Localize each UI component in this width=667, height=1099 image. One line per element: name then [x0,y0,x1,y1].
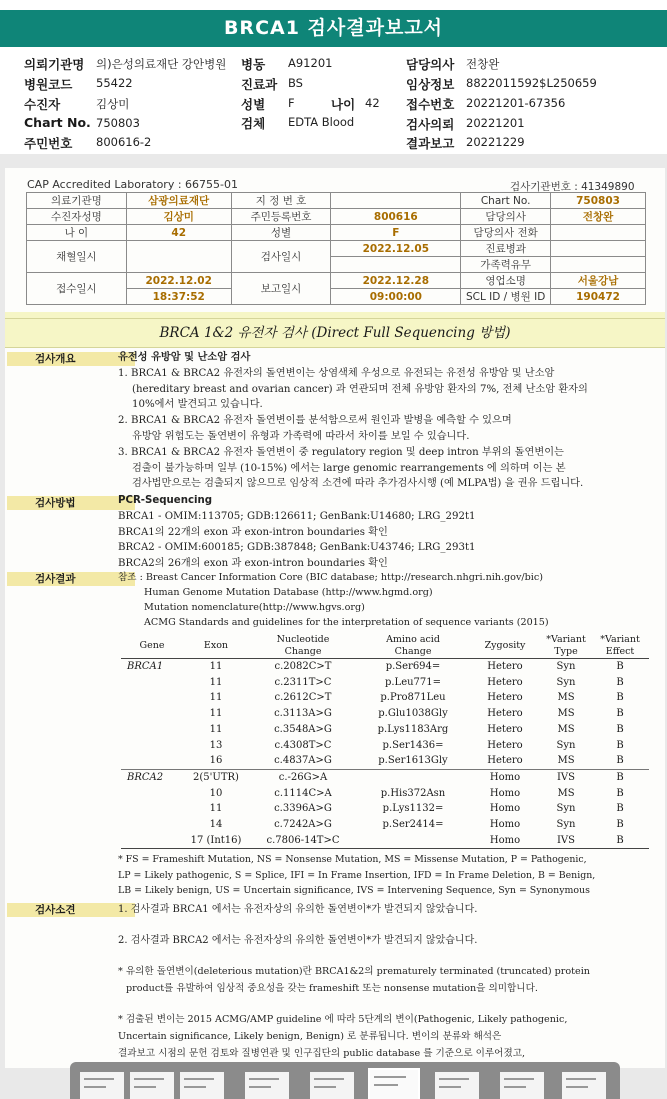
sex-label: 성별 [241,97,266,112]
receipt-no-label: 접수번호 [406,97,455,112]
meta-value: 2022.12.05 [331,241,461,257]
col-veffect-l2: Effect [605,646,635,657]
overview-label: 검사개요 [7,352,135,366]
overview-heading: 유전성 유방암 및 난소암 검사 [118,352,251,363]
nucleotide-cell: c.2082C>T [274,661,332,672]
meta-value: F [331,225,461,241]
variant-effect-cell: B [591,833,649,849]
variant-effect-cell: B [616,692,624,704]
meta-value: 750803 [551,193,646,209]
method-line: BRCA1의 22개의 exon 과 exon-intron boundaries 확인 [118,526,388,538]
overview-line: 검사법만으로는 검출되지 않으므로 임상적 소견에 따라 추가검사시행 (예 MLPA법) 을 권유 드립니다. [132,478,584,490]
meta-key: 수진자성명 [27,209,127,225]
opinion-line: 2. 검사결과 BRCA2 에서는 유전자상의 유의한 돌연변이*가 발견되지 않았습니다. [118,935,478,946]
id-value: 800616-2 [96,135,152,149]
exon-cell: 10 [209,787,223,799]
meta-value [551,241,646,257]
variant-row [121,801,649,817]
meta-value: 42 [126,225,231,241]
receipt-no-value: 20221201-67356 [466,96,566,110]
variant-type-cell: MS [557,787,575,799]
meta-value: 800616 [331,209,461,225]
variant-effect-cell: B [616,755,624,767]
variant-row [121,722,649,738]
zygosity-cell: Homo [489,803,521,815]
ward-value: A91201 [288,56,333,70]
exon-cell: 11 [209,803,223,815]
variant-row [121,769,649,785]
variant-row [121,738,649,754]
variant-row [121,690,649,706]
zygosity-cell: Homo [469,833,541,849]
meta-key: Chart No. [461,193,551,209]
amino-acid-cell [357,833,469,849]
nucleotide-cell: c.7242A>G [274,819,332,831]
meta-value: 서울강남 [551,273,646,289]
page-thumbnail[interactable] [180,1072,224,1099]
id-label: 주민번호 [24,136,73,151]
col-variant-effect [591,634,649,659]
meta-row [27,209,646,225]
col-amino-l2: Change [394,646,432,657]
zygosity-cell: Homo [489,819,521,831]
meta-key: 나 이 [27,225,127,241]
variant-type-cell: Syn [556,661,576,672]
header [0,0,667,50]
clinical-label: 임상정보 [406,77,455,92]
variant-type-cell: Syn [556,739,576,751]
overview-line: 1. BRCA1 & BRCA2 유전자의 돌연변이는 상염색체 우성으로 유전되는 유전성 유방암 및 난소암 [118,367,555,379]
exon-cell: 11 [209,708,223,720]
variant-effect-cell: B [616,661,624,672]
exon-cell: 2(5'UTR) [183,769,249,785]
col-amino-l1: Amino acid [386,634,440,645]
nucleotide-cell: c.3548A>G [274,723,332,735]
variant-type-cell: Syn [556,803,576,815]
meta-key: 가족력유무 [461,257,551,273]
method-line: BRCA2 - OMIM:600185; GDB:387848; GenBank:U43746; LRG_293t1 [118,542,476,554]
col-vtype-l2: Type [554,646,578,657]
doctor-label: 담당의사 [406,57,455,72]
page-thumbnail[interactable] [500,1072,544,1099]
clinical-value: 8822011592$L250659 [466,76,597,90]
overview-line: 유방암 위험도는 돌연변이 유형과 가족력에 따라서 차이를 보일 수 있습니다. [132,430,470,442]
exon-cell: 14 [209,819,223,831]
report-date-value: 20221229 [466,135,525,149]
zygosity-cell: Hetero [487,723,523,735]
hosp-code-value: 55422 [96,76,133,90]
gene-cell [121,817,183,833]
report-title: BRCA1 검사결과보고서 [0,10,667,47]
nucleotide-cell: c.7806-14T>C [249,833,357,849]
exon-cell: 11 [209,661,223,672]
zygosity-cell: Hetero [487,755,523,767]
opinion-text [118,901,590,1062]
variant-row [121,833,649,849]
meta-value [331,193,461,209]
nucleotide-cell: c.4837A>G [274,755,332,767]
meta-key: 영업소명 [461,273,551,289]
zygosity-cell: Hetero [487,708,523,720]
variant-type-cell: MS [557,692,575,704]
variant-legend [118,852,595,899]
variant-effect-cell: B [616,723,624,735]
lab-registration-number: 검사기관번호 : 41349890 [510,181,635,193]
variant-row [121,706,649,722]
cap-accreditation: CAP Accredited Laboratory : 66755-01 [27,178,238,191]
amino-acid-cell [357,769,469,785]
dept-value: BS [288,76,303,90]
meta-table [26,192,646,305]
nucleotide-cell: c.1114C>A [274,787,332,799]
page-thumbnail[interactable] [80,1072,124,1099]
meta-key: SCL ID / 병원 ID [461,289,551,305]
col-exon: Exon [183,634,249,659]
nucleotide-cell: c.4308T>C [274,739,332,751]
result-label: 검사결과 [7,572,135,586]
variant-effect-cell: B [616,708,624,720]
gene-cell [121,833,183,849]
variant-type-cell: Syn [556,819,576,831]
meta-key: 지 정 번 호 [231,193,331,209]
col-vtype-l1: *Variant [546,634,586,645]
col-variant-type [541,634,591,659]
divider [0,154,667,168]
patient-label: 수진자 [24,97,61,112]
amino-acid-cell: p.Glu1038Gly [378,708,448,720]
opinion-line: 1. 검사결과 BRCA1 에서는 유전자상의 유의한 돌연변이*가 발견되지 않았습니다. [118,904,478,915]
specimen-label: 검체 [241,116,266,131]
meta-row [27,241,646,257]
dept-label: 진료과 [241,77,278,92]
gene-cell: BRCA2 [121,769,183,785]
gene-cell [121,738,183,754]
exon-cell: 16 [209,755,223,767]
method-line: BRCA2의 26개의 exon 과 exon-intron boundaries 확인 [118,558,388,570]
gene-cell [121,706,183,722]
variant-row [121,786,649,802]
section-title: BRCA 1&2 유전자 검사 (Direct Full Sequencing 방법) [5,318,665,348]
zygosity-cell: Homo [489,787,521,799]
amino-acid-cell: p.Lys1132= [382,803,444,815]
nucleotide-cell: c.-26G>A [249,769,357,785]
variant-row [121,675,649,691]
variant-type-cell: IVS [541,769,591,785]
doctor-value: 전창완 [466,57,500,71]
overview-line: 3. BRCA1 & BRCA2 유전자 돌연변이 중 regulatory region 및 deep intron 부위의 돌연변이는 [118,446,564,458]
page-thumbnail-selected[interactable] [368,1068,420,1099]
gene-cell [121,722,183,738]
overview-line: 검출이 불가능하며 일부 (10-15%) 에서는 large genomic rearrangements 에 의하며 이는 본 [132,462,566,474]
page-thumbnail[interactable] [435,1072,479,1099]
meta-row [27,225,646,241]
variant-type-cell: Syn [556,676,576,688]
col-nucleotide [249,634,357,659]
exon-cell: 13 [209,739,223,751]
amino-acid-cell: p.Ser2414= [382,819,444,831]
ward-label: 병동 [241,57,266,72]
meta-value [551,257,646,273]
nucleotide-cell: c.2612C>T [274,692,332,704]
gene-cell: BRCA1 [127,661,164,672]
reference-line: 참조 : Breast Cancer Information Core (BIC database; http://research.nhgri.nih.gov/bic) [118,572,543,583]
meta-value [551,225,646,241]
zygosity-cell: Hetero [487,739,523,751]
amino-acid-cell: p.His372Asn [380,787,446,799]
exon-cell: 11 [209,723,223,735]
variant-row [121,659,649,675]
meta-key: 검사일시 [231,241,331,273]
nucleotide-cell: c.3113A>G [274,708,332,720]
gene-cell [121,753,183,769]
patient-info-panel [0,50,667,154]
meta-value: 김상미 [126,209,231,225]
col-nucleotide-l1: Nucleotide [276,634,330,645]
reference-line: ACMG Standards and guidelines for the interpretation of sequence variants (2015) [144,617,549,628]
amino-acid-cell: p.Lys1183Arg [377,723,449,735]
nucleotide-cell: c.2311T>C [274,676,332,688]
hospital-label: 의뢰기관명 [24,57,85,72]
reference-line: Mutation nomenclature(http://www.hgvs.org) [144,602,365,613]
variant-body [121,659,649,849]
method-line: BRCA1 - OMIM:113705; GDB:126611; GenBank:U14680; LRG_292t1 [118,510,476,522]
variant-type-cell: IVS [541,833,591,849]
exon-cell: 17 (Int16) [183,833,249,849]
reference-line: Human Genome Mutation Database (http://www.hgmd.org) [144,587,433,598]
overview-line: 2. BRCA1 & BRCA2 유전자 돌연변이를 분석함으로써 원인과 발병을 예측할 수 있으며 [118,415,512,427]
opinion-line: * 검출된 변이는 2015 ACMG/AMP guideline 에 따라 5단계의 변이(Pathogenic, Likely pathogenic, [118,1014,568,1025]
col-nucleotide-l2: Change [284,646,322,657]
chart-no-value: 750803 [96,116,140,130]
method-text [118,493,476,572]
method-label: 검사방법 [7,496,135,510]
meta-value: 2022.12.28 [331,273,461,289]
age-value: 42 [365,96,380,110]
meta-value: 전창완 [551,209,646,225]
meta-key: 담당의사 전화 [461,225,551,241]
specimen-value: EDTA Blood [288,115,355,129]
variant-header-row [121,634,649,659]
col-gene: Gene [121,634,183,659]
chart-no-label: Chart No. [24,115,91,130]
amino-acid-cell: p.Ser694= [385,661,441,672]
meta-key: 의료기관명 [27,193,127,209]
page-thumbnail[interactable] [310,1072,354,1099]
variant-effect-cell: B [616,819,624,831]
variant-effect-cell: B [616,803,624,815]
legend-line: LB = Likely benign, US = Uncertain significance, IVS = Intervening Sequence, Syn = Synonymous [118,885,590,897]
age-label: 나이 [331,97,356,112]
meta-value: 삼광의료재단 [126,193,231,209]
request-date-label: 검사의뢰 [406,117,455,132]
opinion-line: product를 유발하여 임상적 중요성을 갖는 frameshift 또는 nonsense mutation을 의미합니다. [126,983,538,994]
meta-key: 채혈일시 [27,241,127,273]
opinion-line: * 유의한 돌연변이(deleterious mutation)란 BRCA1&2의 prematurely terminated (truncated) protein [118,966,590,977]
variant-effect-cell: B [616,787,624,799]
meta-key: 담당의사 [461,209,551,225]
meta-value: 2022.12.02 [126,273,231,289]
opinion-line: 결과보고 시점의 문헌 검토와 질병연관 및 인구집단의 public database 를 기준으로 이루어졌고, [118,1048,526,1059]
references [118,570,549,630]
hospital-value: 의)은성의료재단 강안병원 [96,57,227,71]
request-date-value: 20221201 [466,116,525,130]
legend-line: * FS = Frameshift Mutation, NS = Nonsense Mutation, MS = Missense Mutation, P = Pathogenic, [118,854,587,865]
gene-cell [121,675,183,691]
gene-cell [121,690,183,706]
zygosity-cell: Hetero [487,661,523,672]
meta-key: 접수일시 [27,273,127,305]
hosp-code-label: 병원코드 [24,77,73,92]
report-date-label: 결과보고 [406,136,455,151]
meta-value: 18:37:52 [126,289,231,305]
zygosity-cell: Hetero [487,676,523,688]
legend-line: LP = Likely pathogenic, S = Splice, IFI = In Frame Insertion, IFD = In Frame Deletion, B = Benign, [118,869,596,881]
col-amino [357,634,469,659]
variant-row [121,817,649,833]
amino-acid-cell: p.Ser1613Gly [378,755,448,767]
exon-cell: 11 [209,692,223,704]
gene-cell [121,801,183,817]
zygosity-cell: Hetero [487,692,523,704]
method-line: PCR-Sequencing [118,495,213,506]
overview-line: (hereditary breast and ovarian cancer) 과 연관되며 전체 유방암 환자의 7%, 전체 난소암 환자의 [132,383,588,395]
scanned-report [5,168,665,1068]
meta-row [27,273,646,289]
sex-value: F [288,96,295,110]
meta-key: 주민등록번호 [231,209,331,225]
col-veffect-l1: *Variant [600,634,640,645]
meta-value: 190472 [551,289,646,305]
amino-acid-cell: p.Ser1436= [382,739,444,751]
meta-value [331,257,461,273]
meta-value: 09:00:00 [331,289,461,305]
amino-acid-cell: p.Pro871Leu [380,692,446,704]
meta-row [27,193,646,209]
exon-cell: 11 [209,676,223,688]
meta-key: 보고일시 [231,273,331,305]
col-zygosity: Zygosity [469,634,541,659]
gene-cell [121,786,183,802]
variant-effect-cell: B [616,739,624,751]
amino-acid-cell: p.Leu771= [384,676,442,688]
variant-table [121,634,649,849]
page-thumbnail-strip[interactable] [70,1062,620,1099]
variant-type-cell: MS [557,723,575,735]
variant-row [121,753,649,769]
page-thumbnail[interactable] [562,1072,606,1099]
page-thumbnail[interactable] [130,1072,174,1099]
variant-effect-cell: B [591,769,649,785]
patient-value: 김상미 [96,97,130,111]
meta-key: 진료병과 [461,241,551,257]
opinion-line: Uncertain significance, Likely benign, Benign) 로 분류됩니다. 변이의 분류와 해석은 [118,1031,502,1042]
page-thumbnail[interactable] [245,1072,289,1099]
meta-key: 성별 [231,225,331,241]
overview-line: 10%에서 발견되고 있습니다. [132,399,263,411]
variant-type-cell: MS [557,708,575,720]
nucleotide-cell: c.3396A>G [274,803,332,815]
variant-effect-cell: B [616,676,624,688]
opinion-label: 검사소견 [7,903,135,917]
variant-type-cell: MS [557,755,575,767]
meta-value [126,241,231,273]
overview-text [118,350,588,492]
zygosity-cell: Homo [469,769,541,785]
